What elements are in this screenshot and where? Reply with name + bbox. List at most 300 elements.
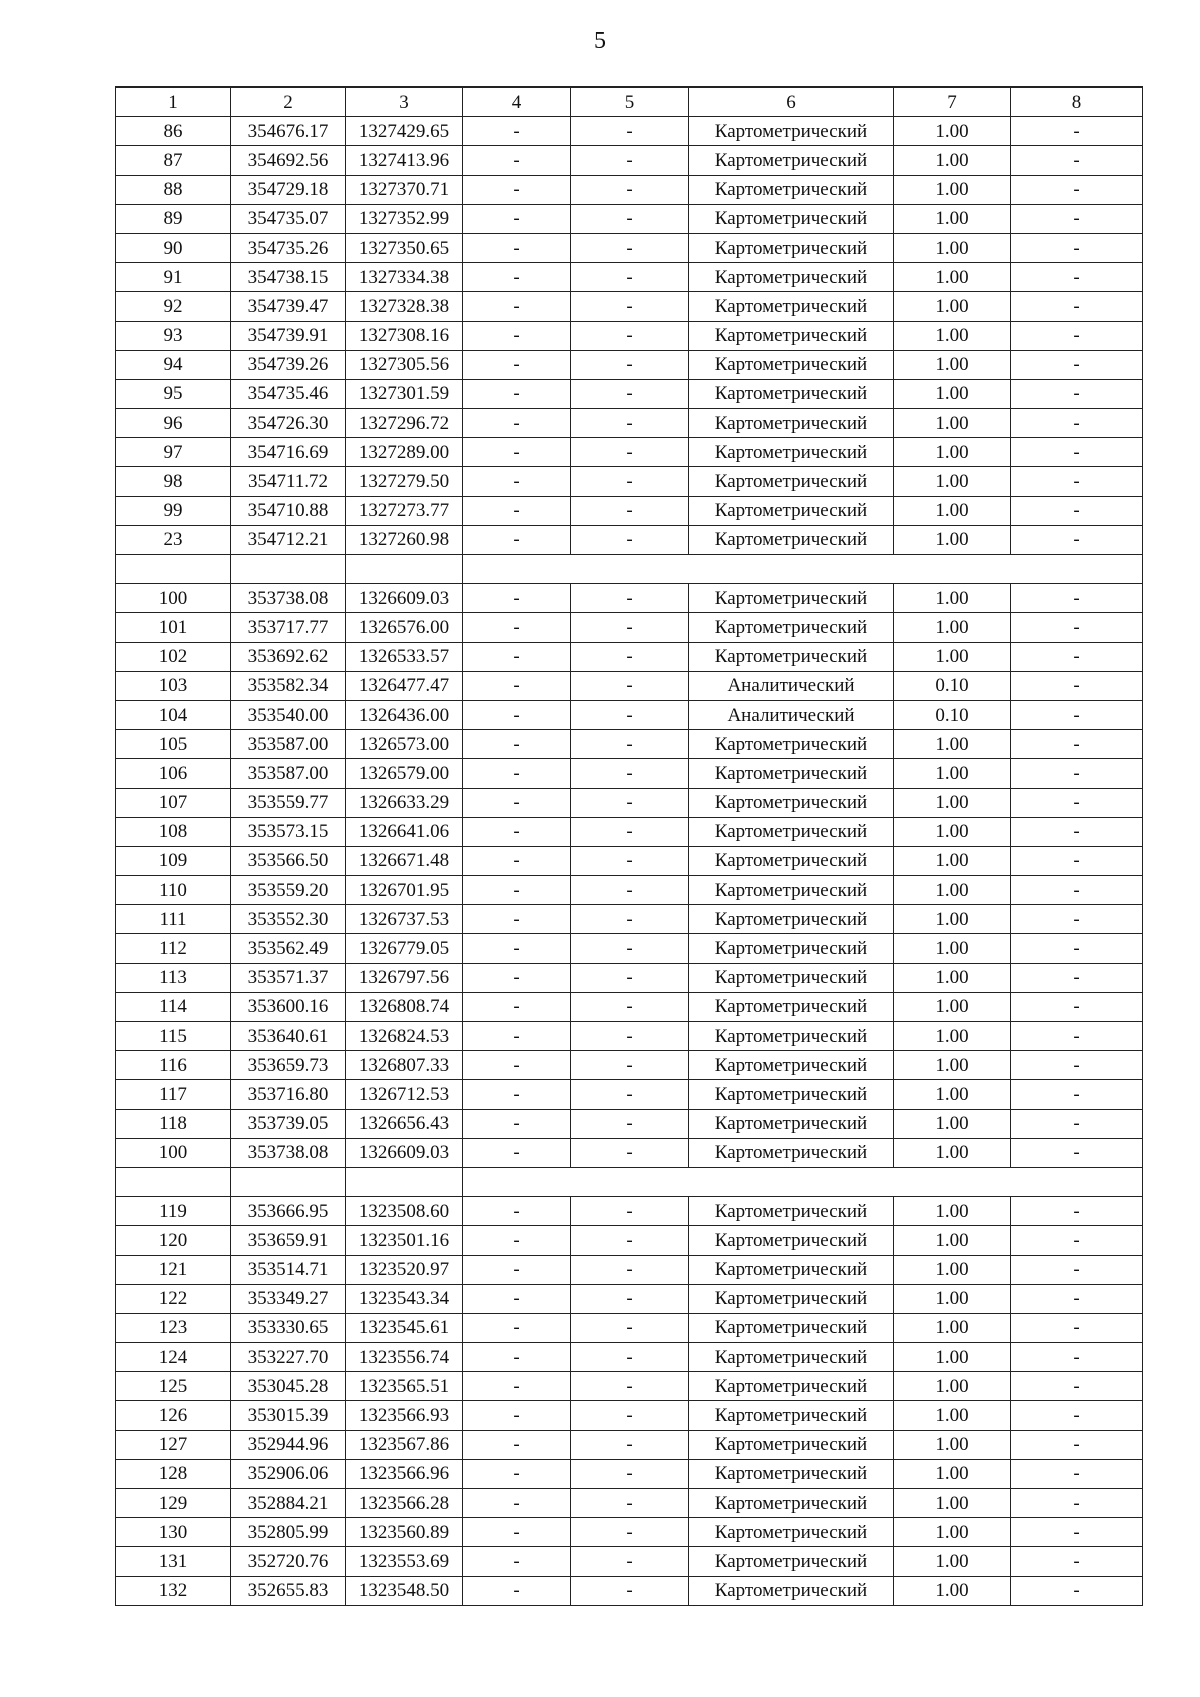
table-row xyxy=(116,525,1143,554)
table-cell: 353330.65 xyxy=(231,1313,346,1342)
table-row xyxy=(116,1284,1143,1313)
table-cell: - xyxy=(1011,321,1143,350)
table-cell: 1.00 xyxy=(894,1226,1011,1255)
table-row xyxy=(116,263,1143,292)
table-cell: 1323553.69 xyxy=(346,1547,463,1576)
column-header: 2 xyxy=(231,87,346,117)
table-cell: - xyxy=(571,788,689,817)
table-cell: - xyxy=(463,1576,571,1605)
table-cell: Картометрический xyxy=(689,1401,894,1430)
table-cell: 353587.00 xyxy=(231,759,346,788)
table-cell: 122 xyxy=(116,1284,231,1313)
table-cell: - xyxy=(463,1430,571,1459)
table-cell: - xyxy=(1011,876,1143,905)
table-cell: - xyxy=(463,263,571,292)
table-cell: - xyxy=(463,175,571,204)
separator-cell xyxy=(346,1167,463,1196)
table-cell: - xyxy=(1011,1313,1143,1342)
table-cell: - xyxy=(571,1080,689,1109)
table-cell: 94 xyxy=(116,350,231,379)
table-row xyxy=(116,146,1143,175)
table-cell: - xyxy=(463,1372,571,1401)
table-cell: - xyxy=(463,467,571,496)
table-cell: - xyxy=(463,1518,571,1547)
table-cell: 352805.99 xyxy=(231,1518,346,1547)
table-cell: Картометрический xyxy=(689,759,894,788)
table-cell: 90 xyxy=(116,233,231,262)
table-cell: 353562.49 xyxy=(231,934,346,963)
table-cell: 1.00 xyxy=(894,1489,1011,1518)
table-cell: 1327273.77 xyxy=(346,496,463,525)
table-cell: 1323565.51 xyxy=(346,1372,463,1401)
table-cell: Картометрический xyxy=(689,905,894,934)
table-cell: 1326808.74 xyxy=(346,992,463,1021)
table-cell: 354735.07 xyxy=(231,204,346,233)
table-body xyxy=(116,117,1143,1606)
table-cell: 124 xyxy=(116,1343,231,1372)
table-cell: - xyxy=(1011,1284,1143,1313)
table-cell: Картометрический xyxy=(689,525,894,554)
table-cell: 354716.69 xyxy=(231,438,346,467)
table-cell: - xyxy=(571,321,689,350)
separator-cell xyxy=(231,1167,346,1196)
table-cell: 354729.18 xyxy=(231,175,346,204)
table-cell: 1327370.71 xyxy=(346,175,463,204)
table-cell: - xyxy=(571,963,689,992)
table-cell: - xyxy=(571,1226,689,1255)
table-cell: 112 xyxy=(116,934,231,963)
table-cell: 1.00 xyxy=(894,1255,1011,1284)
table-cell: 119 xyxy=(116,1197,231,1226)
table-cell: 104 xyxy=(116,700,231,729)
table-cell: 1327352.99 xyxy=(346,204,463,233)
table-row xyxy=(116,788,1143,817)
table-cell: - xyxy=(571,1109,689,1138)
table-cell: 353349.27 xyxy=(231,1284,346,1313)
table-cell: - xyxy=(1011,350,1143,379)
table-cell: 1327350.65 xyxy=(346,233,463,262)
table-cell: - xyxy=(463,496,571,525)
table-cell: 354735.46 xyxy=(231,379,346,408)
table-cell: 1323548.50 xyxy=(346,1576,463,1605)
table-row xyxy=(116,1109,1143,1138)
table-row xyxy=(116,350,1143,379)
table-cell: 87 xyxy=(116,146,231,175)
table-row xyxy=(116,496,1143,525)
table-cell: Картометрический xyxy=(689,1313,894,1342)
table-cell: - xyxy=(1011,788,1143,817)
table-cell: 1323567.86 xyxy=(346,1430,463,1459)
table-cell: - xyxy=(1011,438,1143,467)
table-cell: 1323566.96 xyxy=(346,1459,463,1488)
table-cell: 1.00 xyxy=(894,1372,1011,1401)
table-cell: - xyxy=(463,1459,571,1488)
table-cell: - xyxy=(571,525,689,554)
table-cell: 1.00 xyxy=(894,438,1011,467)
table-cell: 86 xyxy=(116,117,231,146)
table-cell: - xyxy=(463,1343,571,1372)
table-cell: - xyxy=(571,467,689,496)
table-cell: - xyxy=(571,350,689,379)
table-cell: - xyxy=(571,1343,689,1372)
table-cell: 1326797.56 xyxy=(346,963,463,992)
table-cell: 1323501.16 xyxy=(346,1226,463,1255)
table-cell: Картометрический xyxy=(689,292,894,321)
table-cell: 1327334.38 xyxy=(346,263,463,292)
table-cell: - xyxy=(571,292,689,321)
table-cell: 1.00 xyxy=(894,1401,1011,1430)
table-cell: 1323520.97 xyxy=(346,1255,463,1284)
table-cell: 354710.88 xyxy=(231,496,346,525)
table-cell: Картометрический xyxy=(689,1080,894,1109)
table-cell: Картометрический xyxy=(689,1547,894,1576)
table-cell: 1327429.65 xyxy=(346,117,463,146)
table-cell: - xyxy=(571,1197,689,1226)
table-cell: - xyxy=(571,1138,689,1167)
table-row xyxy=(116,292,1143,321)
table-cell: Картометрический xyxy=(689,934,894,963)
table-cell: 1326712.53 xyxy=(346,1080,463,1109)
table-row xyxy=(116,1401,1143,1430)
table-row xyxy=(116,1313,1143,1342)
table-cell: 1326807.33 xyxy=(346,1051,463,1080)
separator-cell xyxy=(231,555,346,584)
table-cell: 1.00 xyxy=(894,846,1011,875)
table-cell: 100 xyxy=(116,1138,231,1167)
table-cell: - xyxy=(1011,1022,1143,1051)
table-cell: Картометрический xyxy=(689,1284,894,1313)
table-cell: - xyxy=(571,584,689,613)
table-cell: 353582.34 xyxy=(231,671,346,700)
table-cell: 353559.77 xyxy=(231,788,346,817)
table-cell: Картометрический xyxy=(689,1255,894,1284)
table-cell: - xyxy=(1011,642,1143,671)
table-cell: 1.00 xyxy=(894,905,1011,934)
table-cell: Картометрический xyxy=(689,1197,894,1226)
table-cell: 98 xyxy=(116,467,231,496)
table-row xyxy=(116,1080,1143,1109)
table-cell: 101 xyxy=(116,613,231,642)
table-cell: 1327260.98 xyxy=(346,525,463,554)
table-cell: - xyxy=(463,233,571,262)
table-cell: - xyxy=(571,263,689,292)
table-cell: 1.00 xyxy=(894,1284,1011,1313)
table-cell: - xyxy=(571,992,689,1021)
table-cell: - xyxy=(463,438,571,467)
table-cell: Аналитический xyxy=(689,671,894,700)
table-cell: - xyxy=(1011,759,1143,788)
separator-cell xyxy=(463,555,689,584)
table-cell: - xyxy=(1011,409,1143,438)
table-cell: Картометрический xyxy=(689,496,894,525)
table-cell: 353600.16 xyxy=(231,992,346,1021)
table-cell: Картометрический xyxy=(689,409,894,438)
table-cell: Картометрический xyxy=(689,233,894,262)
table-row xyxy=(116,379,1143,408)
table-cell: Картометрический xyxy=(689,613,894,642)
table-cell: 1.00 xyxy=(894,1430,1011,1459)
table-cell: - xyxy=(571,175,689,204)
table-cell: - xyxy=(571,817,689,846)
table-cell: 1.00 xyxy=(894,963,1011,992)
table-cell: - xyxy=(1011,730,1143,759)
table-cell: - xyxy=(571,146,689,175)
table-cell: - xyxy=(1011,525,1143,554)
table-row xyxy=(116,1489,1143,1518)
table-cell: 354735.26 xyxy=(231,233,346,262)
table-cell: 1.00 xyxy=(894,525,1011,554)
table-cell: - xyxy=(1011,117,1143,146)
table-cell: 99 xyxy=(116,496,231,525)
table-cell: - xyxy=(571,117,689,146)
table-cell: 106 xyxy=(116,759,231,788)
table-cell: 114 xyxy=(116,992,231,1021)
table-cell: 1326701.95 xyxy=(346,876,463,905)
table-cell: - xyxy=(463,525,571,554)
table-cell: - xyxy=(1011,467,1143,496)
table-cell: 88 xyxy=(116,175,231,204)
separator-cell xyxy=(463,1167,689,1196)
table-cell: 107 xyxy=(116,788,231,817)
table-cell: Картометрический xyxy=(689,846,894,875)
table-cell: 353227.70 xyxy=(231,1343,346,1372)
table-cell: 1326671.48 xyxy=(346,846,463,875)
table-cell: 0.10 xyxy=(894,700,1011,729)
table-cell: 129 xyxy=(116,1489,231,1518)
table-cell: 1326641.06 xyxy=(346,817,463,846)
table-cell: 1323566.93 xyxy=(346,1401,463,1430)
table-cell: - xyxy=(1011,671,1143,700)
table-cell: 110 xyxy=(116,876,231,905)
table-cell: 1326477.47 xyxy=(346,671,463,700)
table-cell: 353573.15 xyxy=(231,817,346,846)
table-row xyxy=(116,730,1143,759)
table-cell: - xyxy=(571,438,689,467)
table-cell: 353659.73 xyxy=(231,1051,346,1080)
table-cell: 354676.17 xyxy=(231,117,346,146)
table-cell: - xyxy=(463,204,571,233)
table-cell: - xyxy=(571,204,689,233)
table-cell: 354739.47 xyxy=(231,292,346,321)
table-cell: 353640.61 xyxy=(231,1022,346,1051)
table-cell: 1326576.00 xyxy=(346,613,463,642)
table-cell: - xyxy=(571,1459,689,1488)
table-cell: - xyxy=(571,1576,689,1605)
table-cell: 93 xyxy=(116,321,231,350)
table-cell: 1326573.00 xyxy=(346,730,463,759)
column-header: 5 xyxy=(571,87,689,117)
table-cell: 353514.71 xyxy=(231,1255,346,1284)
table-cell: 1.00 xyxy=(894,233,1011,262)
table-cell: 353717.77 xyxy=(231,613,346,642)
table-row xyxy=(116,817,1143,846)
table-cell: - xyxy=(1011,1489,1143,1518)
table-cell: 1.00 xyxy=(894,613,1011,642)
table-cell: - xyxy=(463,1197,571,1226)
table-cell: - xyxy=(463,905,571,934)
table-cell: - xyxy=(463,1080,571,1109)
table-cell: - xyxy=(463,350,571,379)
table-cell: - xyxy=(463,584,571,613)
coordinates-table xyxy=(115,86,1143,1606)
section-separator-row xyxy=(116,1167,1143,1196)
table-cell: 353552.30 xyxy=(231,905,346,934)
table-cell: 1326579.00 xyxy=(346,759,463,788)
table-cell: Картометрический xyxy=(689,175,894,204)
table-row xyxy=(116,1372,1143,1401)
table-row xyxy=(116,1430,1143,1459)
table-cell: 1326436.00 xyxy=(346,700,463,729)
table-cell: 1.00 xyxy=(894,1051,1011,1080)
table-cell: 353559.20 xyxy=(231,876,346,905)
section-separator-row xyxy=(116,555,1143,584)
table-cell: - xyxy=(463,409,571,438)
table-cell: 353716.80 xyxy=(231,1080,346,1109)
table-cell: Картометрический xyxy=(689,350,894,379)
table-cell: 96 xyxy=(116,409,231,438)
table-cell: 1.00 xyxy=(894,1197,1011,1226)
table-cell: - xyxy=(463,1489,571,1518)
table-cell: 354738.15 xyxy=(231,263,346,292)
separator-cell xyxy=(116,1167,231,1196)
table-cell: 353015.39 xyxy=(231,1401,346,1430)
column-header: 6 xyxy=(689,87,894,117)
table-cell: Картометрический xyxy=(689,642,894,671)
table-cell: Картометрический xyxy=(689,1430,894,1459)
table-cell: 121 xyxy=(116,1255,231,1284)
table-cell: - xyxy=(1011,175,1143,204)
table-cell: Картометрический xyxy=(689,730,894,759)
table-row xyxy=(116,992,1143,1021)
table-cell: Картометрический xyxy=(689,1226,894,1255)
table-cell: 1.00 xyxy=(894,817,1011,846)
table-cell: - xyxy=(463,817,571,846)
table-row xyxy=(116,409,1143,438)
table-row xyxy=(116,1226,1143,1255)
table-cell: 1326737.53 xyxy=(346,905,463,934)
table-cell: Картометрический xyxy=(689,117,894,146)
table-cell: 353692.62 xyxy=(231,642,346,671)
table-cell: 1.00 xyxy=(894,1343,1011,1372)
table-row xyxy=(116,1576,1143,1605)
table-cell: Картометрический xyxy=(689,467,894,496)
table-cell: - xyxy=(1011,1226,1143,1255)
table-cell: - xyxy=(1011,992,1143,1021)
table-row xyxy=(116,963,1143,992)
table-cell: Картометрический xyxy=(689,263,894,292)
table-cell: Картометрический xyxy=(689,992,894,1021)
table-row xyxy=(116,671,1143,700)
table-cell: - xyxy=(1011,233,1143,262)
table-cell: - xyxy=(1011,1255,1143,1284)
table-cell: 353540.00 xyxy=(231,700,346,729)
table-cell: - xyxy=(463,1255,571,1284)
column-header: 7 xyxy=(894,87,1011,117)
table-row xyxy=(116,876,1143,905)
table-cell: - xyxy=(463,846,571,875)
table-cell: - xyxy=(463,671,571,700)
table-cell: 1323566.28 xyxy=(346,1489,463,1518)
table-cell: 102 xyxy=(116,642,231,671)
table-cell: 1327413.96 xyxy=(346,146,463,175)
table-cell: - xyxy=(571,613,689,642)
table-cell: 1326779.05 xyxy=(346,934,463,963)
table-cell: 91 xyxy=(116,263,231,292)
table-cell: 354692.56 xyxy=(231,146,346,175)
table-cell: - xyxy=(1011,1430,1143,1459)
table-row xyxy=(116,467,1143,496)
table-cell: - xyxy=(463,1547,571,1576)
table-cell: - xyxy=(463,379,571,408)
table-row xyxy=(116,1518,1143,1547)
table-cell: 109 xyxy=(116,846,231,875)
table-cell: - xyxy=(463,1138,571,1167)
table-cell: Картометрический xyxy=(689,584,894,613)
table-cell: - xyxy=(1011,934,1143,963)
table-cell: Картометрический xyxy=(689,1576,894,1605)
table-cell: - xyxy=(1011,1459,1143,1488)
table-cell: - xyxy=(571,1547,689,1576)
table-cell: - xyxy=(463,759,571,788)
table-cell: 1.00 xyxy=(894,409,1011,438)
table-cell: 1.00 xyxy=(894,642,1011,671)
table-cell: - xyxy=(1011,905,1143,934)
table-cell: Картометрический xyxy=(689,788,894,817)
table-cell: - xyxy=(1011,584,1143,613)
table-cell: 103 xyxy=(116,671,231,700)
table-cell: 1327328.38 xyxy=(346,292,463,321)
table-cell: 126 xyxy=(116,1401,231,1430)
table-cell: - xyxy=(571,934,689,963)
table-row xyxy=(116,905,1143,934)
table-cell: 1.00 xyxy=(894,730,1011,759)
table-cell: - xyxy=(463,1284,571,1313)
table-cell: - xyxy=(571,1401,689,1430)
table-cell: - xyxy=(571,846,689,875)
table-cell: 1.00 xyxy=(894,876,1011,905)
table-cell: Картометрический xyxy=(689,146,894,175)
table-row xyxy=(116,1255,1143,1284)
table-cell: - xyxy=(571,233,689,262)
table-cell: - xyxy=(571,759,689,788)
table-cell: Картометрический xyxy=(689,321,894,350)
table-cell: - xyxy=(463,788,571,817)
table-cell: Аналитический xyxy=(689,700,894,729)
table-cell: Картометрический xyxy=(689,1459,894,1488)
table-cell: - xyxy=(463,1109,571,1138)
table-cell: 1.00 xyxy=(894,467,1011,496)
table-row xyxy=(116,846,1143,875)
table-cell: 115 xyxy=(116,1022,231,1051)
table-cell: - xyxy=(1011,1343,1143,1372)
table-cell: 89 xyxy=(116,204,231,233)
table-cell: 1.00 xyxy=(894,292,1011,321)
table-row xyxy=(116,934,1143,963)
table-cell: - xyxy=(1011,146,1143,175)
table-cell: 23 xyxy=(116,525,231,554)
table-cell: - xyxy=(1011,292,1143,321)
table-cell: 1326609.03 xyxy=(346,584,463,613)
table-cell: 353738.08 xyxy=(231,1138,346,1167)
table-cell: 1.00 xyxy=(894,788,1011,817)
table-cell: - xyxy=(571,1489,689,1518)
table-cell: - xyxy=(463,963,571,992)
table-cell: 128 xyxy=(116,1459,231,1488)
table-cell: 354726.30 xyxy=(231,409,346,438)
table-cell: - xyxy=(463,992,571,1021)
table-cell: - xyxy=(463,642,571,671)
table-cell: - xyxy=(1011,963,1143,992)
